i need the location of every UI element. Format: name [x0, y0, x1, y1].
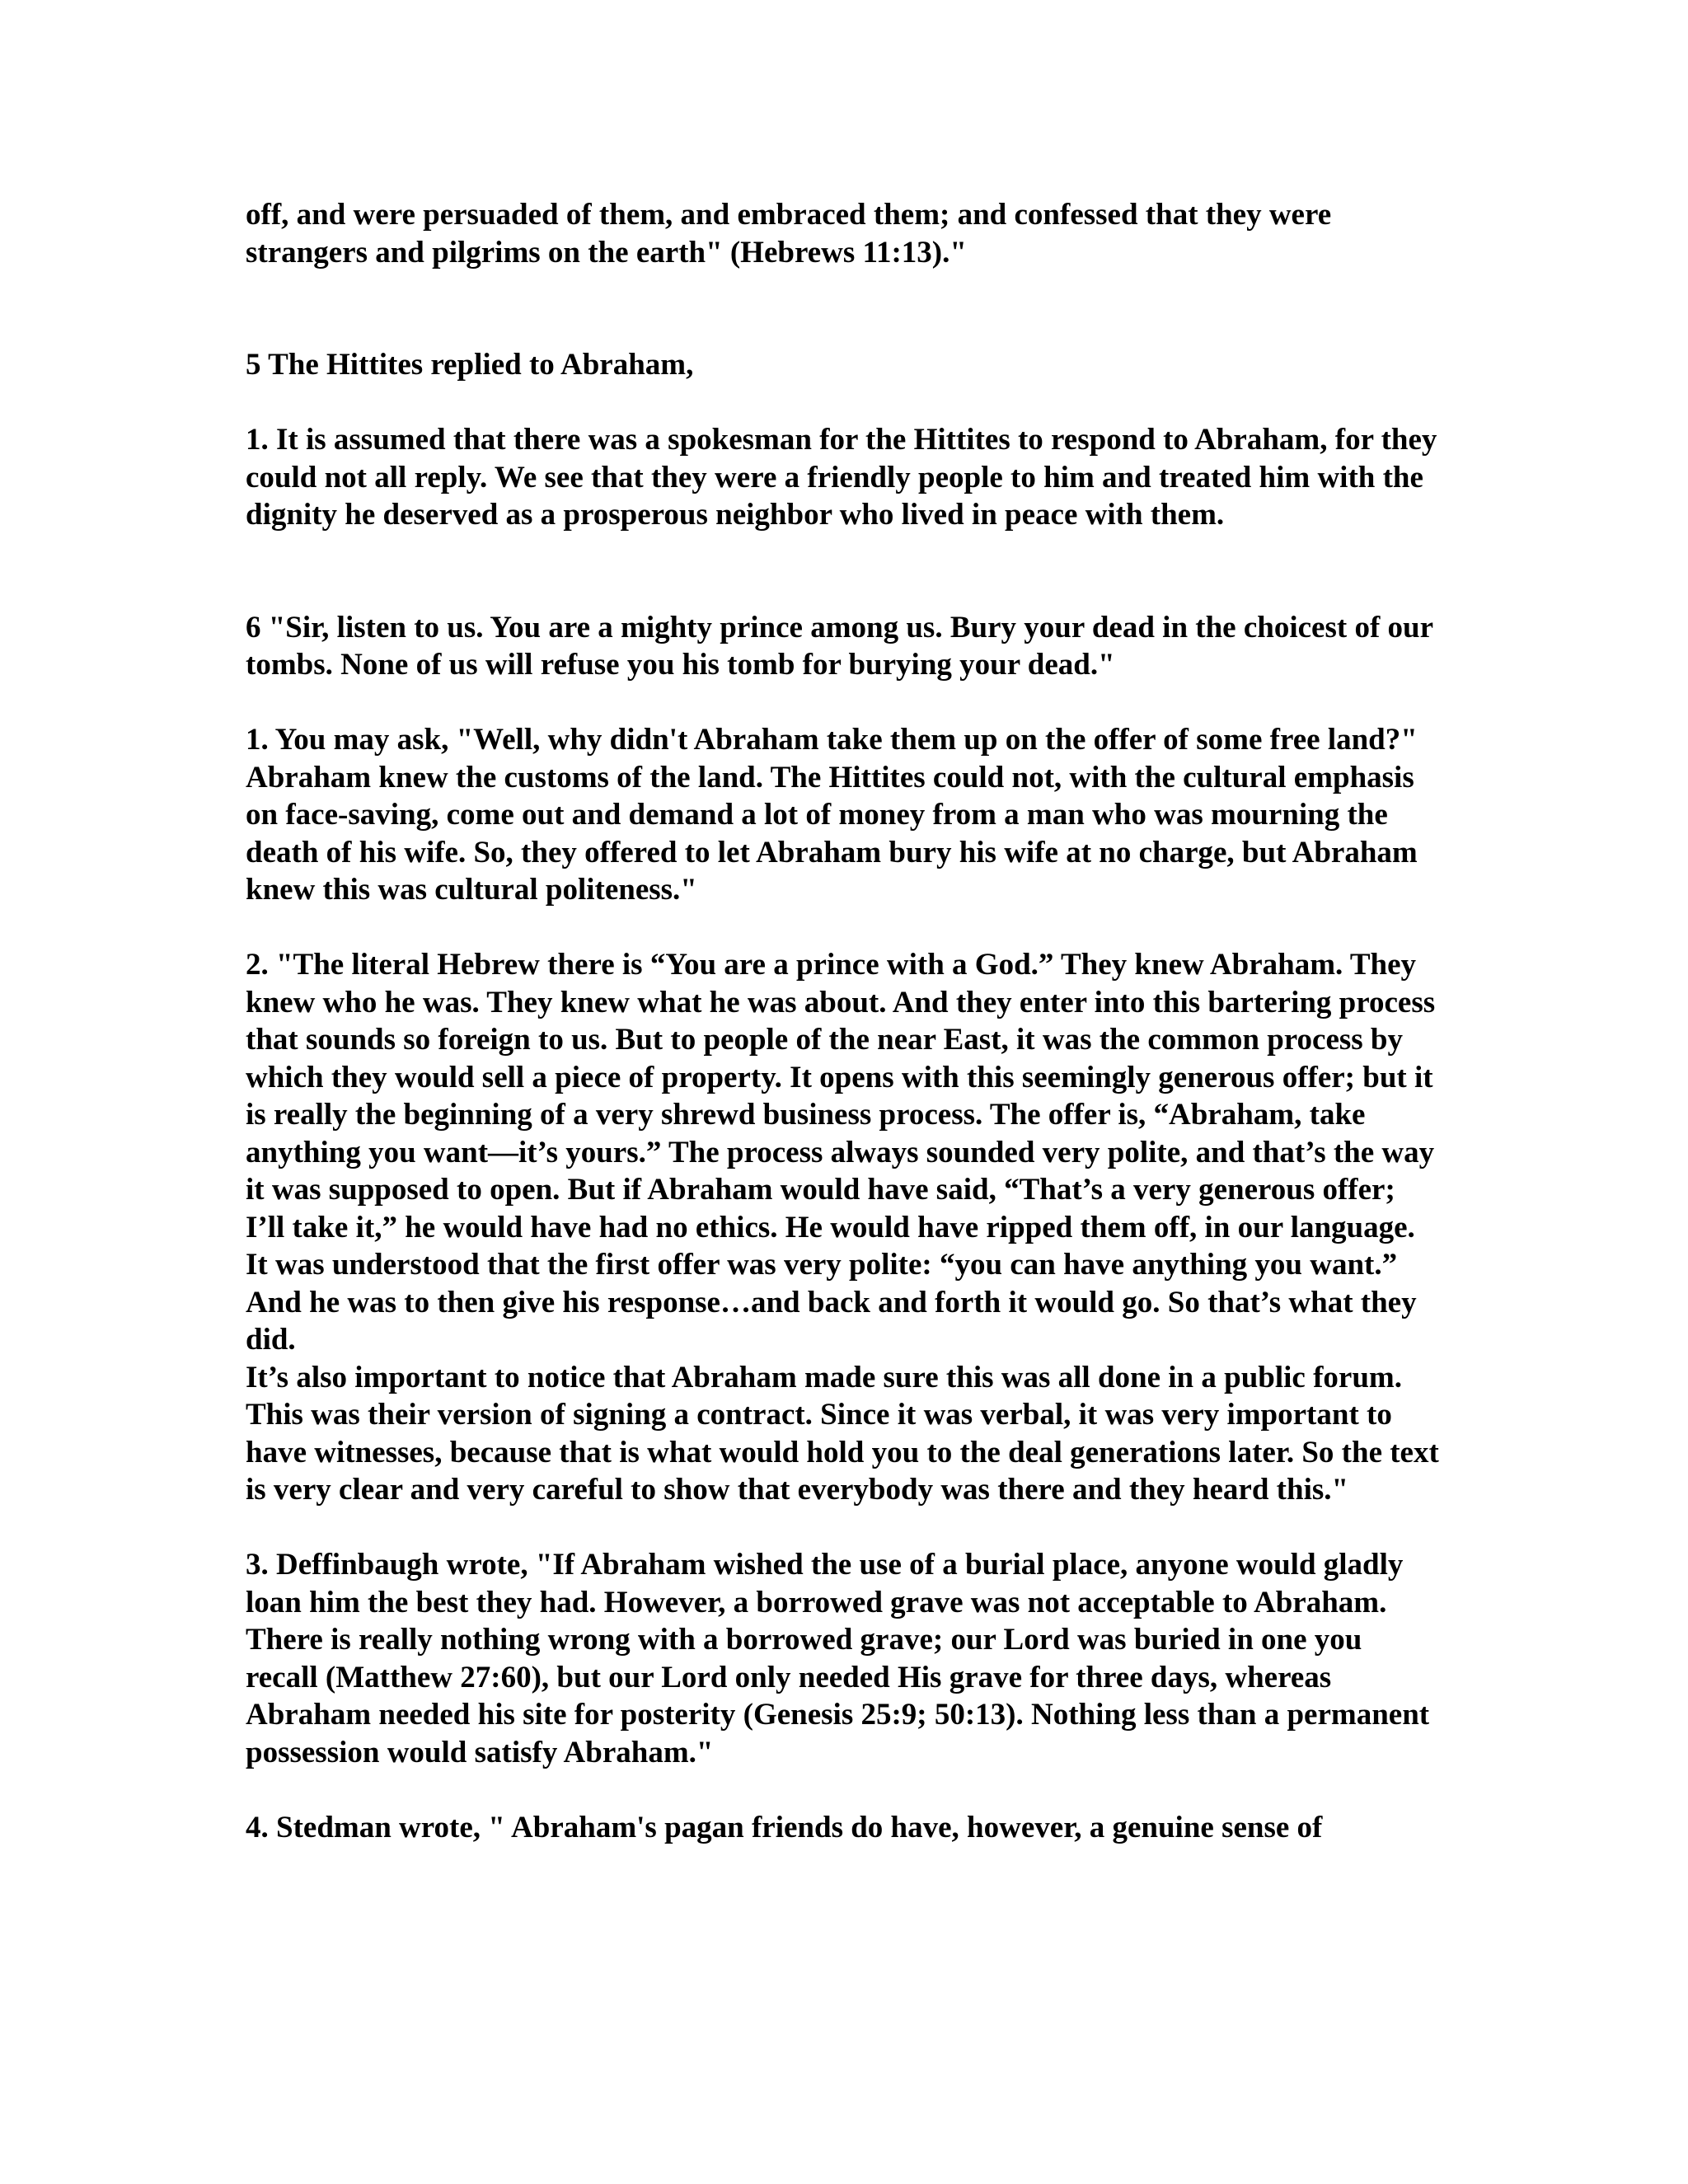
- paragraph-gap: [246, 384, 1441, 422]
- verse-heading-6: 6 "Sir, listen to us. You are a mighty prince among us. Bury your dead in the choicest of our tombs. None of us will refuse you his tomb for burying your dead.": [246, 610, 1433, 682]
- paragraph-hebrews-quote-end: off, and were persuaded of them, and embraced them; and confessed that they were strangers and pilgrims on the earth" (Hebrews 11:13).": [246, 198, 1332, 269]
- paragraph-gap: [246, 909, 1441, 947]
- paragraph-gap: [246, 684, 1441, 722]
- commentary-paragraph-6-1: 1. You may ask, "Well, why didn't Abraham take them up on the offer of some free land?" Abraham knew the customs of the land. The Hittites could not, with the cultural emphasis on face-saving, come out and demand a lot of money from a man who was mourning the death of his wife. So, they offered to let Abraham bury his wife at no charge, but Abraham knew this was cultural politeness.": [246, 723, 1418, 907]
- commentary-paragraph-6-2-continued: It’s also important to notice that Abraham made sure this was all done in a public forum. This was their version of signing a contract. Since it was verbal, it was very important to have witnesses, because that is what would hold you to the deal generations later. So the text is very clear and very careful to show that everybody was there and they heard this.": [246, 1360, 1439, 1507]
- paragraph-gap: [246, 1509, 1441, 1547]
- commentary-paragraph-6-3: 3. Deffinbaugh wrote, "If Abraham wished the use of a burial place, anyone would gladly loan him the best they had. However, a borrowed grave was not acceptable to Abraham. There is really nothing wrong with a borrowed grave; our Lord was buried in one you recall (Matthew 27:60), but our Lord only needed His grave for three days, whereas Abraham needed his site for posterity (Genesis 25:9; 50:13). Nothing less than a permanent possession would satisfy Abraham.": [246, 1548, 1430, 1769]
- paragraph-gap: [246, 1771, 1441, 1809]
- commentary-paragraph-6-2: 2. "The literal Hebrew there is “You are a prince with a God.” They knew Abraham. They knew who he was. They knew what he was about. And they enter into this bartering process that sounds so foreign to us. But to people of the near East, it was the common process by which they would sell a piece of property. It opens with this seemingly generous offer; but it is really the beginning of a very shrewd business process. The offer is, “Abraham, take anything you want—it’s yours.” The process always sounded very polite, and that’s the way it was supposed to open. But if Abraham would have said, “That’s a very generous offer; I’ll take it,” he would have had no ethics. He would have ripped them off, in our language. It was understood that the first offer was very polite: “you can have anything you want.” And he was to then give his response…and back and forth it would go. So that’s what they did.: [246, 948, 1436, 1357]
- commentary-paragraph-6-4: 4. Stedman wrote, " Abraham's pagan friends do have, however, a genuine sense of: [246, 1810, 1323, 1844]
- document-body: [246, 196, 1441, 1846]
- verse-heading-5: 5 The Hittites replied to Abraham,: [246, 348, 694, 382]
- commentary-paragraph-5-1: 1. It is assumed that there was a spokesman for the Hittites to respond to Abraham, for they could not all reply. We see that they were a friendly people to him and treated him with the dignity he deserved as a prosperous neighbor who lived in peace with them.: [246, 423, 1437, 532]
- paragraph-gap: [246, 271, 1441, 346]
- paragraph-gap: [246, 534, 1441, 609]
